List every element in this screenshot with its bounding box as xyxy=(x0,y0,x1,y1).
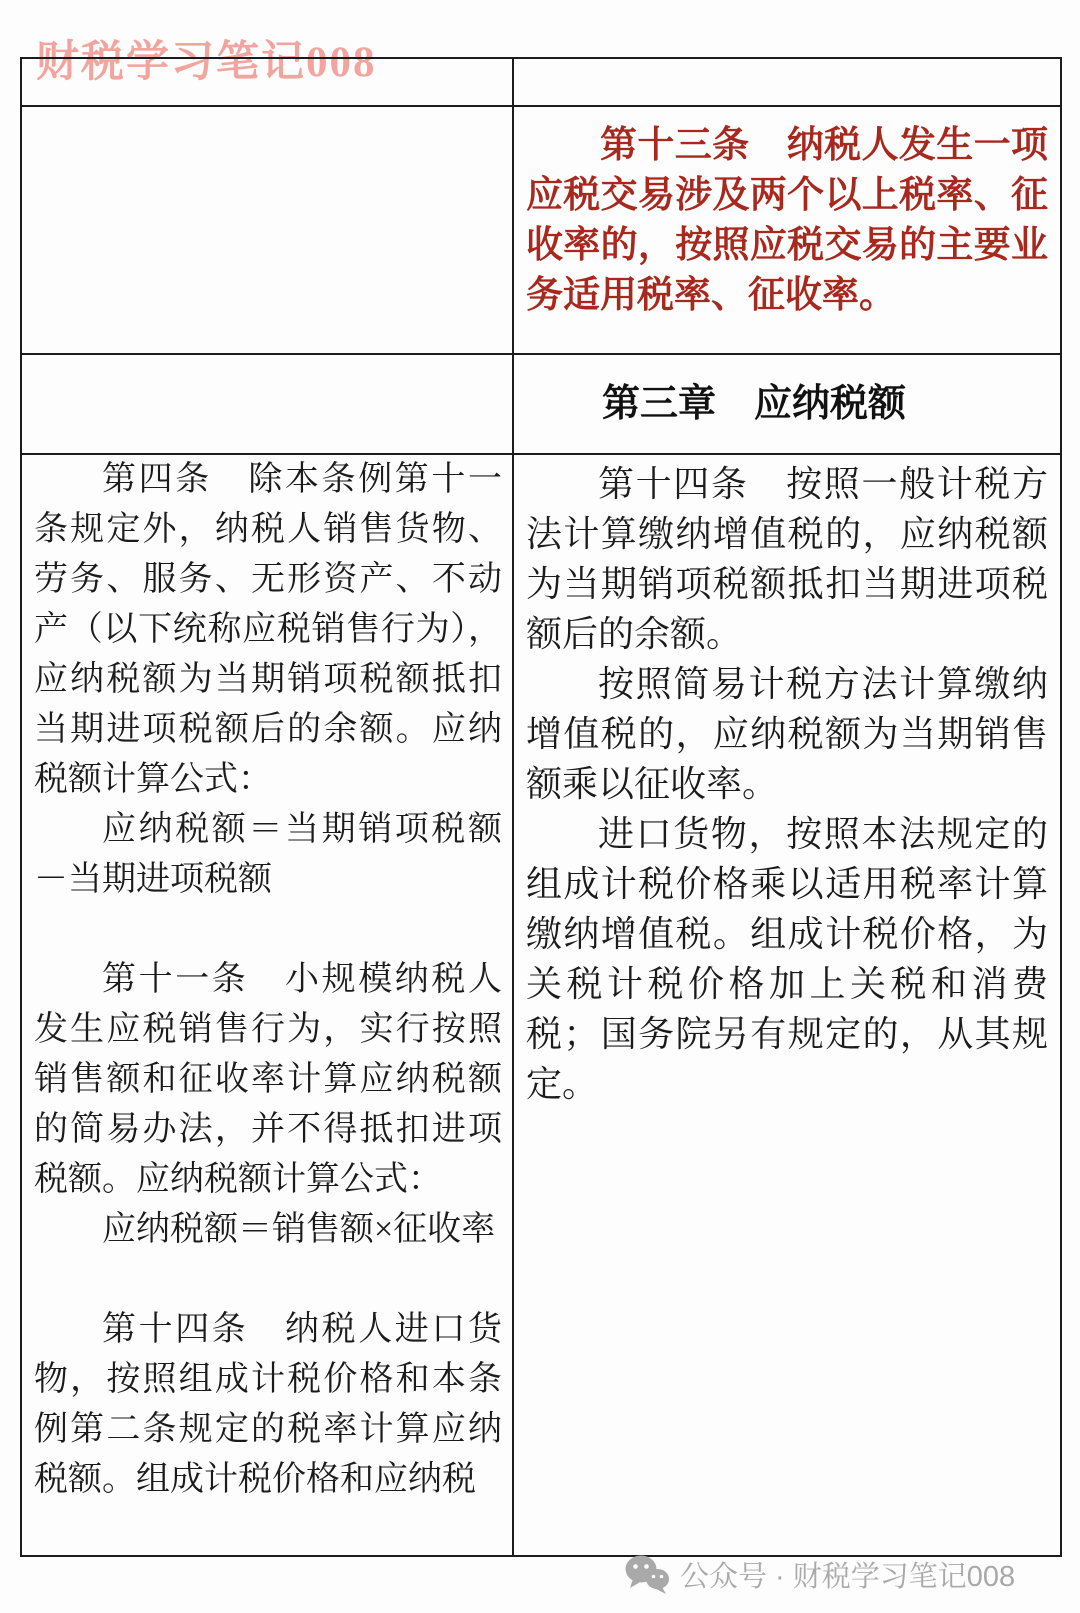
article-13-red-text: 第十三条 纳税人发生一项应税交易涉及两个以上税率、征收率的，按照应税交易的主要业务适用税率、征收率。 xyxy=(526,125,1048,316)
chapter-heading: 第三章 应纳税额 xyxy=(602,383,907,425)
footer-text: 公众号 · 财税学习笔记008 xyxy=(680,1560,1016,1593)
paragraph: 第十一条 小规模纳税人发生应税销售行为，实行按照销售额和征收率计算应纳税额的简易办法，并不得抵扣进项税额。应纳税额计算公式： xyxy=(34,961,502,1198)
cell-row4-right xyxy=(514,455,1060,1555)
cell-row4-left xyxy=(22,455,514,1555)
cell-row1-right xyxy=(514,59,1060,107)
paragraph xyxy=(34,1255,502,1305)
cell-row3-left xyxy=(22,355,514,455)
cell-row3-right xyxy=(514,355,1060,455)
wechat-icon xyxy=(624,1554,670,1594)
paragraph: 第四条 除本条例第十一条规定外，纳税人销售货物、劳务、服务、无形资产、不动产（以下统称应税销售行为），应纳税额为当期销项税额抵扣当期进项税额后的余额。应纳税额计算公式： xyxy=(34,461,502,798)
cell-row2-left xyxy=(22,107,514,355)
paragraph: 第十四条 按照一般计税方法计算缴纳增值税的，应纳税额为当期销项税额抵扣当期进项税额后的余额。 xyxy=(526,464,1048,654)
cell-row1-left xyxy=(22,59,514,107)
paragraph xyxy=(34,905,502,955)
footer xyxy=(624,1550,1015,1598)
paragraph: 应纳税额＝销售额×征收率 xyxy=(102,1211,496,1248)
paragraph: 第十四条 纳税人进口货物，按照组成计税价格和本条例第二条规定的税率计算应纳税额。组成计税价格和应纳税 xyxy=(34,1311,502,1498)
paragraph: 按照简易计税方法计算缴纳增值税的，应纳税额为当期销售额乘以征收率。 xyxy=(526,664,1048,804)
watermark: 财税学习笔记008 xyxy=(36,39,377,86)
paragraph: 进口货物，按照本法规定的组成计税价格乘以适用税率计算缴纳增值税。组成计税价格，为关税计税价格加上关税和消费税；国务院另有规定的，从其规定。 xyxy=(526,814,1048,1104)
comparison-table xyxy=(20,57,1062,1557)
paragraph: 应纳税额＝当期销项税额－当期进项税额 xyxy=(34,811,502,898)
cell-row2-right xyxy=(514,107,1060,355)
